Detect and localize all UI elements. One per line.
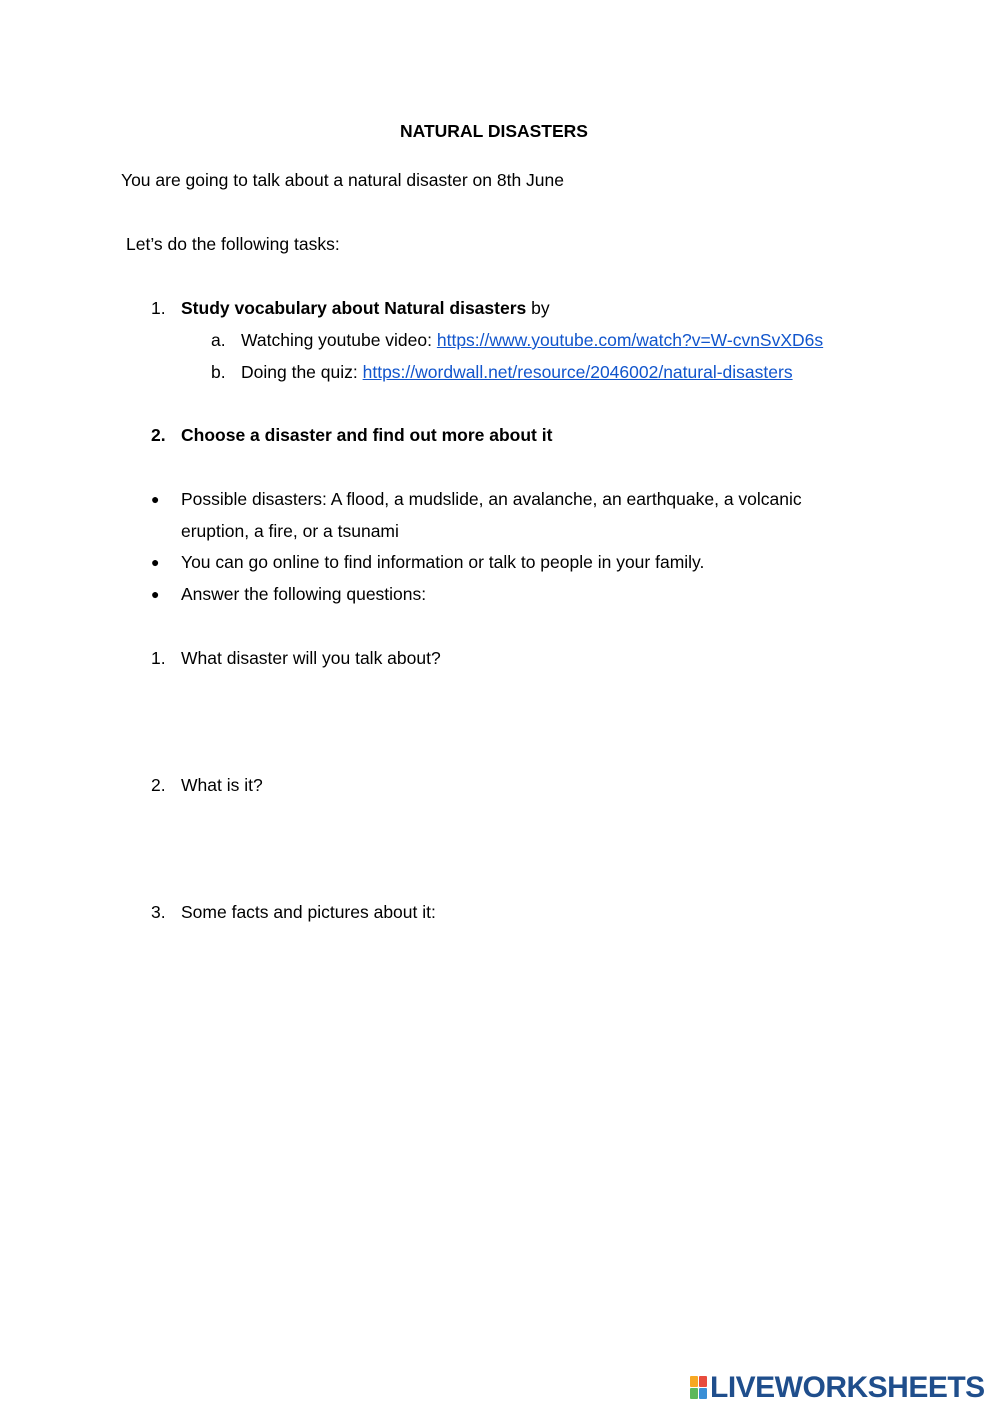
question-number: 2. [151,775,166,795]
question-text: Some facts and pictures about it: [181,902,436,922]
task-1-suffix: by [526,298,550,318]
task-1-heading: Study vocabulary about Natural disasters [181,298,527,318]
bullet-symbol: ● [151,554,160,570]
task-1b-text: Doing the quiz: [241,362,363,382]
task-1a-marker: a. [211,330,226,350]
bullet-symbol: ● [151,491,160,507]
question-number: 3. [151,902,166,922]
bullet-item: You can go online to find information or talk to people in your family. [181,552,705,572]
bullet-item: Answer the following questions: [181,584,427,604]
task-1-number: 1. [151,298,166,318]
liveworksheets-logo-icon [690,1376,708,1400]
bullet-symbol: ● [151,586,160,602]
bullet-item: Possible disasters: A flood, a mudslide, an avalanche, an earthquake, a volcanic [181,489,802,509]
task-1b-marker: b. [211,362,226,382]
task-1-line [181,297,550,319]
task-2-heading: Choose a disaster and find out more about it [181,425,553,445]
liveworksheets-logo-text: LIVEWORKSHEETS [710,1371,985,1404]
wordwall-quiz-link[interactable]: https://wordwall.net/resource/2046002/natural-disasters [362,362,793,382]
page-title: NATURAL DISASTERS [400,121,588,141]
task-2-number: 2. [151,425,166,445]
question-text: What disaster will you talk about? [181,648,441,668]
bullet-item-continuation: eruption, a fire, or a tsunami [181,521,399,541]
task-1a-text: Watching youtube video: [241,330,437,350]
liveworksheets-logo [690,1372,985,1404]
question-text: What is it? [181,775,263,795]
youtube-video-link[interactable]: https://www.youtube.com/watch?v=W-cvnSvXD6s [436,330,824,350]
task-1a-line [241,329,823,351]
lead-text: Let’s do the following tasks: [126,234,340,254]
intro-text: You are going to talk about a natural disaster on 8th June [121,170,565,190]
question-number: 1. [151,648,166,668]
task-1b-line [241,361,793,383]
